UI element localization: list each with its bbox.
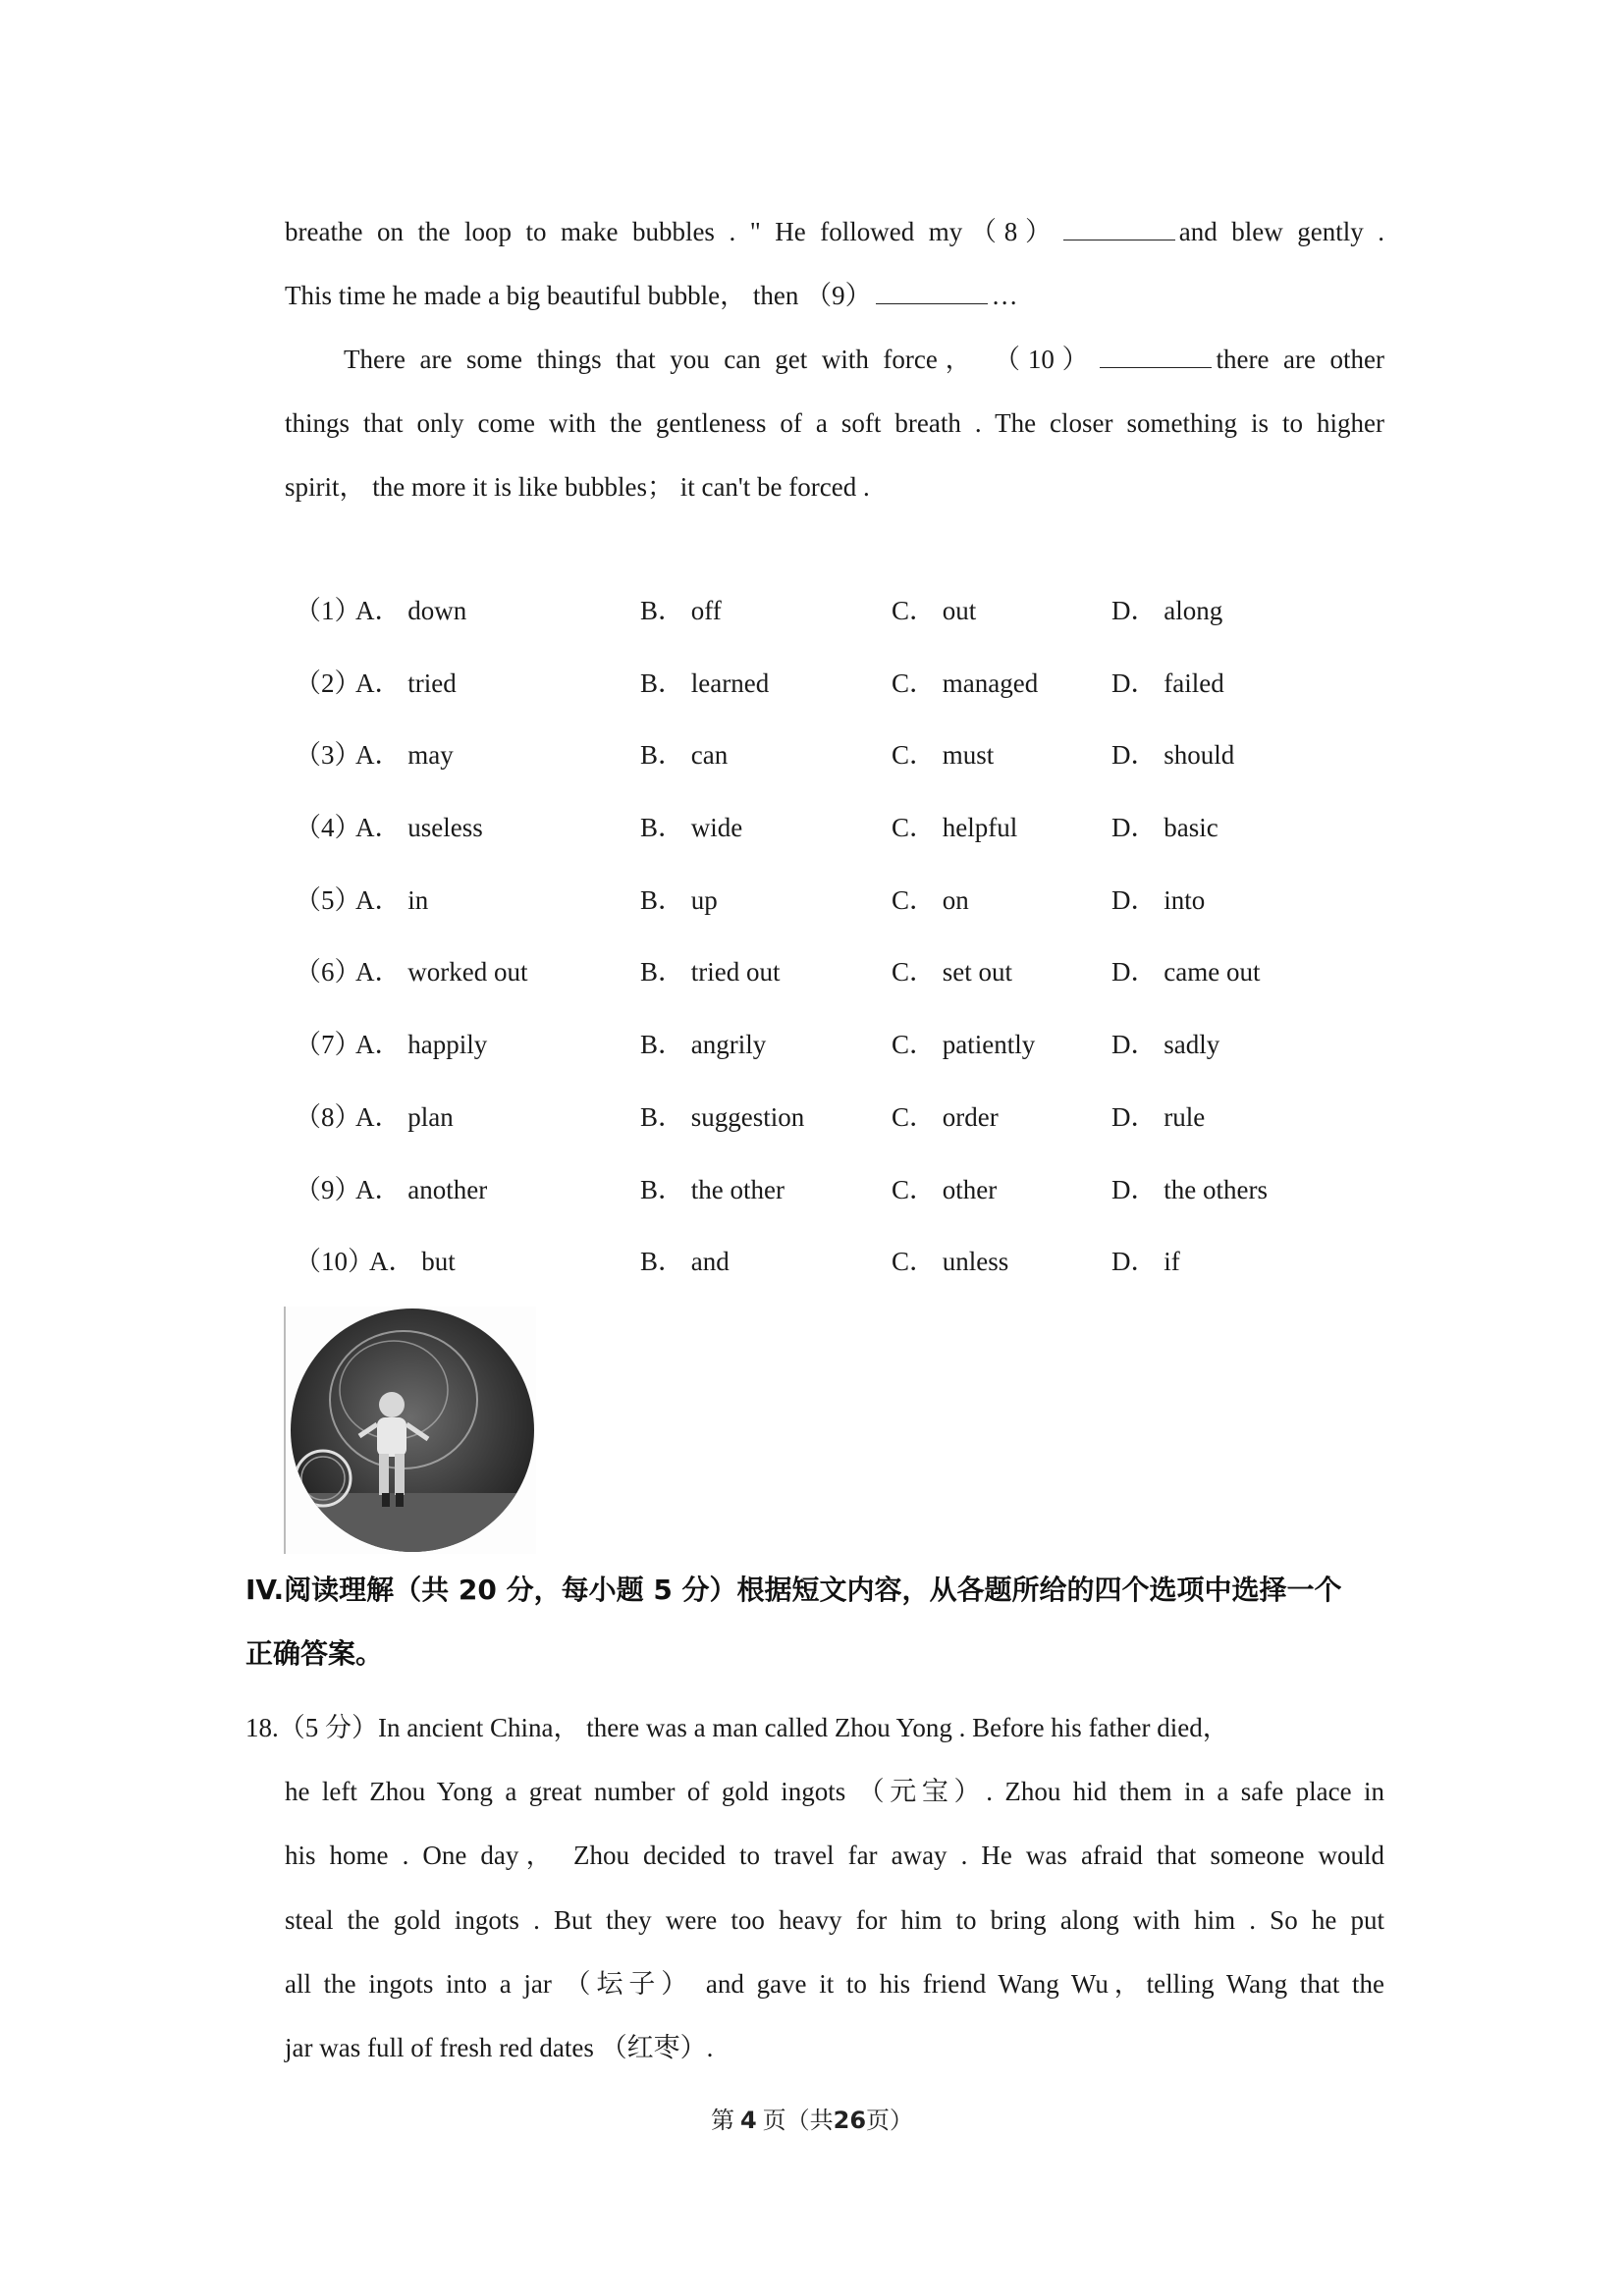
option-c: C． out: [892, 596, 977, 625]
option-row-1: [295, 593, 1375, 666]
q18-line-2: he left Zhou Yong a great number of gold ingots （元宝）. Zhou hid them in a safe place in: [285, 1777, 1384, 1806]
option-a: A． another: [355, 1174, 488, 1204]
option-b: B． off: [640, 596, 722, 625]
option-b: B． wide: [640, 813, 743, 843]
passage-line-1: [285, 212, 1384, 251]
q18-line-1: 18.（5 分）In ancient China， there was a man called Zhou Yong . Before his father died，: [245, 1713, 1229, 1742]
q18-line-6: jar was full of fresh red dates （红枣）.: [285, 2033, 714, 2062]
option-b: B． suggestion: [640, 1101, 805, 1132]
option-c: C． must: [892, 740, 995, 771]
page-number: 4: [739, 2107, 757, 2134]
answer-blank-9: [876, 282, 988, 304]
option-b: B． learned: [640, 667, 770, 698]
option-c: C． managed: [892, 667, 1039, 698]
q18-line-5: all the ingots into a jar （坛子） and gave it to his friend Wang Wu，telling Wang that the: [285, 1969, 1384, 1999]
option-d: D． basic: [1111, 813, 1218, 843]
question-number: （5）: [295, 884, 361, 915]
passage-line-3-text: There are some things that you can get with force， （10）: [344, 345, 1097, 374]
option-b: B． can: [640, 740, 729, 771]
option-a: A． but: [369, 1247, 456, 1277]
question-number: （6）: [295, 957, 361, 988]
passage-line-3: [344, 340, 1384, 379]
options-table: [295, 593, 1375, 1316]
option-row-7: [295, 1027, 1375, 1099]
ellipsis: …: [991, 281, 1018, 310]
option-c: C． order: [892, 1101, 999, 1132]
question-number: （9）: [295, 1174, 361, 1204]
option-d: D． should: [1111, 740, 1235, 771]
option-a: A． in: [355, 884, 429, 915]
option-row-6: [295, 954, 1375, 1027]
option-d: D． sadly: [1111, 1030, 1220, 1060]
option-row-5: [295, 882, 1375, 955]
question-number: （4）: [295, 813, 361, 843]
total-pages: 26: [833, 2107, 867, 2134]
question-number: （8）: [295, 1101, 361, 1132]
option-a: A． tried: [355, 667, 457, 698]
option-row-10: [295, 1244, 1375, 1316]
option-b: B． tried out: [640, 957, 781, 988]
bubble-photo-image: [286, 1307, 536, 1554]
passage-line-5: spirit， the more it is like bubbles； it can't be forced .: [285, 472, 870, 502]
page-footer: [0, 2106, 1624, 2136]
passage-line-2: [285, 276, 1018, 315]
option-row-3: [295, 737, 1375, 810]
passage-line-1-text-end: and blew gently .: [1178, 217, 1384, 246]
q18-line-3: his home . One day， Zhou decided to travel far away . He was afraid that someone would: [285, 1841, 1384, 1870]
section-heading-line-1: IV.阅读理解（共 20 分，每小题 5 分）根据短文内容，从各题所给的四个选项中选择一个: [245, 1574, 1342, 1606]
bubble-photo: [284, 1307, 536, 1554]
q18-line-4: steal the gold ingots . But they were too heavy for him to bring along with him . So he put: [285, 1905, 1384, 1935]
question-number: （1）: [295, 596, 361, 625]
passage-line-4: things that only come with the gentleness of a soft breath . The closer something is to higher: [285, 408, 1384, 438]
passage-line-2-text: This time he made a big beautiful bubble， then （9）: [285, 281, 872, 310]
section-heading-line-2: 正确答案。: [245, 1637, 384, 1670]
question-number: （7）: [295, 1030, 361, 1060]
footer-prefix: 第: [710, 2109, 734, 2134]
option-d: D． along: [1111, 596, 1223, 625]
option-c: C． set out: [892, 957, 1013, 988]
option-row-8: [295, 1099, 1375, 1172]
option-row-9: [295, 1172, 1375, 1245]
option-a: A． may: [355, 740, 454, 771]
option-c: C． other: [892, 1174, 998, 1204]
footer-middle: 页（共: [762, 2109, 834, 2134]
option-d: D． failed: [1111, 667, 1224, 698]
option-a: A． useless: [355, 813, 483, 843]
option-b: B． up: [640, 884, 718, 915]
option-d: D． came out: [1111, 957, 1261, 988]
option-c: C． on: [892, 884, 969, 915]
question-number: （10）: [295, 1247, 374, 1277]
option-c: C． unless: [892, 1247, 1009, 1277]
option-b: B． angrily: [640, 1030, 767, 1060]
footer-suffix: 页）: [866, 2109, 914, 2134]
option-a: A． happily: [355, 1030, 488, 1060]
question-number: （2）: [295, 667, 361, 698]
option-b: B． and: [640, 1247, 730, 1277]
option-a: A． worked out: [355, 957, 528, 988]
option-a: A． down: [355, 596, 467, 625]
passage-line-1-text: breathe on the loop to make bubbles . " He followed my（8）: [285, 217, 1059, 246]
option-row-2: [295, 666, 1375, 738]
question-number: （3）: [295, 740, 361, 771]
option-d: D． the others: [1111, 1174, 1268, 1204]
option-c: C． patiently: [892, 1030, 1036, 1060]
option-d: D． if: [1111, 1247, 1180, 1277]
option-a: A． plan: [355, 1101, 454, 1132]
option-c: C． helpful: [892, 813, 1018, 843]
option-row-4: [295, 810, 1375, 882]
option-b: B． the other: [640, 1174, 785, 1204]
passage-line-3-text-end: there are other: [1216, 345, 1384, 374]
answer-blank-8: [1063, 218, 1175, 240]
option-d: D． rule: [1111, 1101, 1206, 1132]
answer-blank-10: [1100, 346, 1212, 368]
option-d: D． into: [1111, 884, 1206, 915]
